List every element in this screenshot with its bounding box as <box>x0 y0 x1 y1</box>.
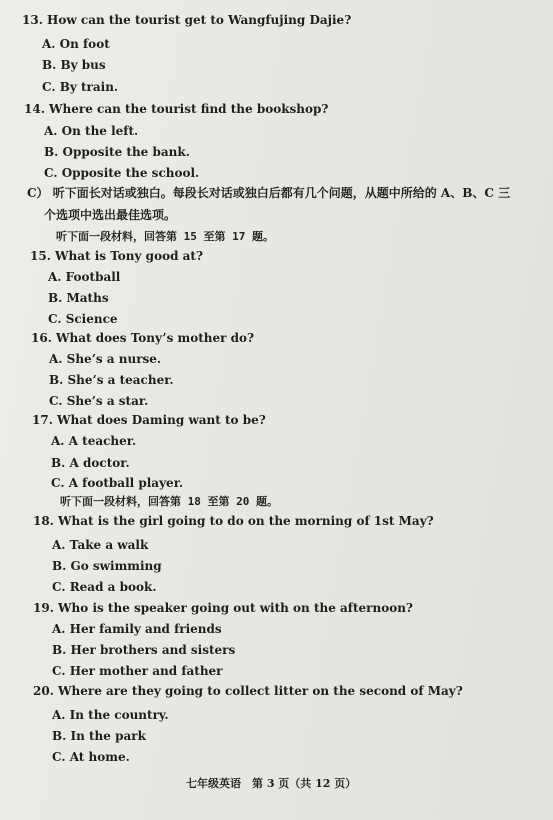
question-18-option-b: B. Go swimming <box>52 559 162 573</box>
question-18-stem: 18. What is the girl going to do on the morning of 1st May? <box>33 514 434 528</box>
question-20-option-c: C. At home. <box>52 750 130 764</box>
question-15-stem: 15. What is Tony good at? <box>30 249 203 263</box>
question-17-stem: 17. What does Daming want to be? <box>32 413 266 427</box>
page-footer: 七年级英语 第 3 页（共 12 页） <box>186 777 357 790</box>
question-13-stem: 13. How can the tourist get to Wangfujing Dajie? <box>22 13 352 27</box>
question-19-option-a: A. Her family and friends <box>52 622 222 636</box>
question-15-option-a: A. Football <box>48 270 121 284</box>
question-13-option-b: B. By bus <box>42 58 106 72</box>
question-17-option-a: A. A teacher. <box>51 434 137 448</box>
question-17-option-b: B. A doctor. <box>51 456 130 470</box>
question-20-stem: 20. Where are they going to collect litter on the second of May? <box>33 684 463 698</box>
question-13-option-a: A. On foot <box>42 37 110 51</box>
question-14-stem: 14. Where can the tourist find the bookshop? <box>24 102 329 116</box>
question-16-stem: 16. What does Tony’s mother do? <box>31 331 255 345</box>
question-13-option-c: C. By train. <box>42 80 119 94</box>
question-14-option-a: A. On the left. <box>44 124 139 138</box>
question-16-option-a: A. She’s a nurse. <box>49 352 162 366</box>
question-16-option-b: B. She’s a teacher. <box>49 373 174 387</box>
question-20-option-a: A. In the country. <box>52 708 169 722</box>
listening-material-note-15-17: 听下面一段材料，回答第 15 至第 17 题。 <box>56 230 274 243</box>
question-19-stem: 19. Who is the speaker going out with on the afternoon? <box>33 601 413 615</box>
question-18-option-a: A. Take a walk <box>52 538 149 552</box>
section-c-instruction-cont: 个选项中选出最佳选项。 <box>44 208 177 222</box>
question-14-option-b: B. Opposite the bank. <box>44 145 190 159</box>
question-14-option-c: C. Opposite the school. <box>44 166 200 180</box>
question-18-option-c: C. Read a book. <box>52 580 157 594</box>
question-15-option-c: C. Science <box>48 312 118 326</box>
question-15-option-b: B. Maths <box>48 291 109 305</box>
question-19-option-c: C. Her mother and father <box>52 664 223 678</box>
listening-material-note-18-20: 听下面一段材料，回答第 18 至第 20 题。 <box>60 495 278 508</box>
question-19-option-b: B. Her brothers and sisters <box>52 643 236 657</box>
question-17-option-c: C. A football player. <box>51 476 184 490</box>
question-20-option-b: B. In the park <box>52 729 146 743</box>
question-16-option-c: C. She’s a star. <box>49 394 149 408</box>
section-c-instruction: C） 听下面长对话或独白。每段长对话或独白后都有几个问题，从题中所给的 A、B、C 三 <box>27 186 511 200</box>
